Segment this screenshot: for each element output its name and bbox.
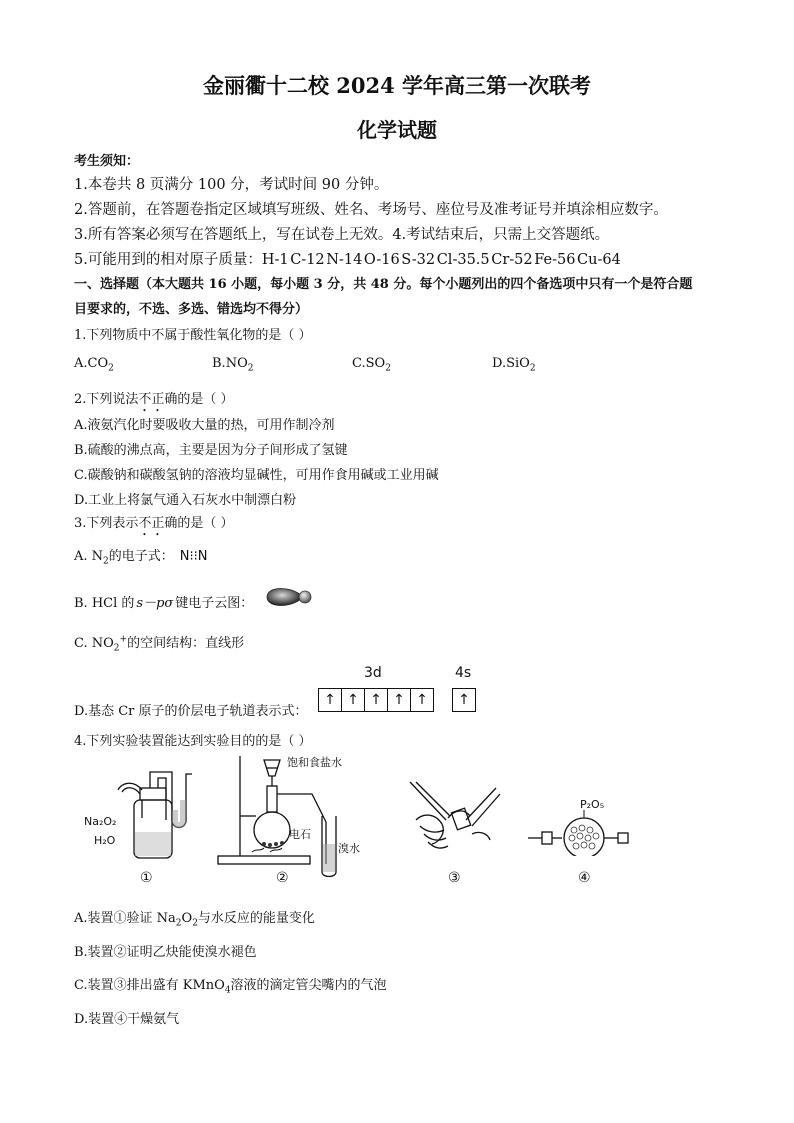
exam-subject: 化学试题 bbox=[357, 118, 437, 142]
question-1-option-c: $C.SO_2$ bbox=[352, 356, 391, 374]
label-brine: 饱和食盐水 bbox=[287, 756, 342, 769]
question-3-option-d: D.基态 Cr 原子的价层电子轨道表示式： bbox=[74, 704, 308, 719]
notice-line-2: 2.答题前，在答题卷指定区域填写班级、姓名、考场号、座位号及准考证号并填涂相应数字。 bbox=[74, 202, 668, 218]
apparatus-2-figure bbox=[212, 752, 372, 882]
question-4-option-b: B.装置②证明乙炔能使溴水褪色 bbox=[74, 945, 257, 960]
sp-sigma-orbital-figure bbox=[264, 584, 316, 610]
label-calcium-carbide: 电石 bbox=[289, 828, 311, 841]
question-3-option-c: C. $NO_2^+$的空间结构：直线形 bbox=[74, 634, 245, 654]
question-2-stem: 2.下列说法不正确的是（ ） bbox=[74, 392, 234, 407]
question-4-option-c: C.装置③排出盛有 KMnO$_4$溶液的滴定管尖嘴内的气泡 bbox=[74, 978, 387, 996]
label-na2o2: Na₂O₂ bbox=[84, 815, 117, 828]
question-1-option-a: $A.CO_2$ bbox=[74, 356, 114, 374]
question-3-option-a: A. $N_2$的电子式： N⁝⁝N bbox=[74, 549, 208, 567]
orbital-3d-box-2: ↑ bbox=[342, 689, 365, 711]
question-1-stem: 1.下列物质中不属于酸性氧化物的是（ ） bbox=[74, 328, 312, 343]
question-4-stem: 4.下列实验装置能达到实验目的的是（ ） bbox=[74, 734, 312, 749]
apparatus-3-figure bbox=[406, 780, 506, 860]
orbital-4s-box bbox=[452, 688, 476, 712]
orbital-4s-label: 4s bbox=[455, 665, 472, 681]
question-1-option-d: D.SiO$_2$ bbox=[492, 356, 536, 374]
apparatus-3-number: ③ bbox=[448, 870, 461, 886]
orbital-3d-box-3: ↑ bbox=[365, 689, 388, 711]
orbital-3d-box-5: ↑ bbox=[416, 692, 428, 708]
section-heading-line-2: 目要求的，不选、多选、错选均不得分） bbox=[74, 302, 309, 317]
question-2-option-d: D.工业上将氯气通入石灰水中制漂白粉 bbox=[74, 493, 297, 508]
question-4-option-a: A.装置①验证 $Na_2O_2$与水反应的能量变化 bbox=[74, 911, 315, 929]
apparatus-2-number: ② bbox=[276, 870, 289, 886]
question-1-option-b: $B.NO_2$ bbox=[212, 356, 254, 374]
question-2-option-c: C.碳酸钠和碳酸氢钠的溶液均显碱性，可用作食用碱或工业用碱 bbox=[74, 468, 439, 483]
label-bromine-water: 溴水 bbox=[338, 842, 360, 855]
section-heading-line-1: 一、选择题（本大题共 16 小题，每小题 3 分，共 48 分。每个小题列出的四个备选项中只有一个是符合题 bbox=[74, 277, 693, 292]
apparatus-1-number: ① bbox=[140, 870, 153, 886]
question-3-stem: 3.下列表示不正确的是（ ） bbox=[74, 516, 234, 531]
orbital-4s-box-1: ↑ bbox=[458, 692, 470, 708]
question-3-option-b: B. HCl 的 s－pσ 键电子云图： bbox=[74, 596, 254, 611]
orbital-3d-box-4: ↑ bbox=[388, 689, 411, 711]
notice-line-3: 3.所有答案必须写在答题纸上，写在试卷上无效。4.考试结束后，只需上交答题纸。 bbox=[74, 227, 610, 243]
notice-line-4: 5.可能用到的相对原子质量：H-1 C-12 N-14 O-16 S-32 Cl-35.5 Cr-52 Fe-56 Cu-64 bbox=[74, 252, 621, 268]
exam-title: 金丽衢十二校 2024 学年高三第一次联考 bbox=[202, 73, 592, 98]
question-4-option-d: D.装置④干燥氨气 bbox=[74, 1012, 180, 1027]
question-2-option-b: B.硫酸的沸点高，主要是因为分子间形成了氢键 bbox=[74, 443, 348, 458]
apparatus-4-number: ④ bbox=[578, 870, 591, 886]
orbital-3d-boxes bbox=[318, 688, 434, 712]
orbital-3d-box-1: ↑ bbox=[319, 689, 342, 711]
label-h2o: H₂O bbox=[94, 834, 116, 847]
orbital-3d-label: 3d bbox=[364, 665, 382, 681]
apparatus-4-figure bbox=[526, 806, 636, 856]
notice-line-1: 1.本卷共 8 页满分 100 分，考试时间 90 分钟。 bbox=[74, 177, 389, 193]
question-2-option-a: A.液氨汽化时要吸收大量的热，可用作制冷剂 bbox=[74, 418, 335, 433]
notice-heading: 考生须知： bbox=[74, 154, 140, 169]
label-p2o5: P₂O₅ bbox=[580, 798, 605, 811]
